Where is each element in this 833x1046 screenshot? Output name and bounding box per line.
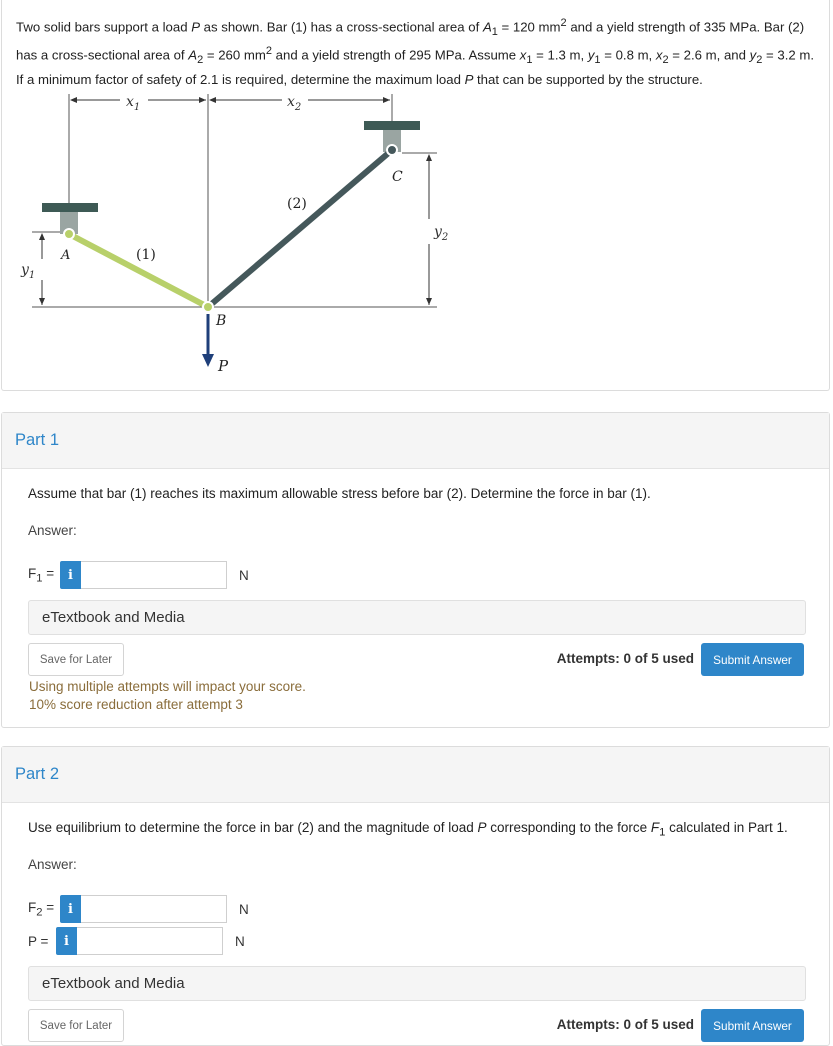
- part-2-header: [2, 747, 829, 803]
- part-2-card: [1, 746, 830, 1046]
- bar-2-label: (2): [287, 196, 307, 212]
- bar-2: [208, 150, 392, 307]
- pin-b: [203, 302, 213, 312]
- f1-unit: N: [239, 567, 249, 583]
- p-symbol: P =: [28, 933, 49, 949]
- f2-answer-row: [28, 895, 249, 923]
- f2-symbol: $F_2$ =: [28, 899, 55, 919]
- dimension-x1: [71, 94, 206, 113]
- bar-1-label: (1): [136, 247, 156, 263]
- f1-input[interactable]: [81, 561, 227, 589]
- bar-1: [69, 234, 208, 307]
- part-1-attempts: Attempts: 0 of 5 used: [556, 651, 694, 666]
- f1-answer-row: [28, 561, 249, 589]
- p-unit: N: [235, 933, 245, 949]
- part-1-attempt-warning: Using multiple attempts will impact your score. 10% score reduction after attempt 3: [29, 679, 306, 712]
- dimension-y2: [429, 155, 448, 305]
- part-1-save-for-later-button[interactable]: Save for Later: [28, 643, 124, 676]
- part-1-etextbook-media[interactable]: eTextbook and Media: [28, 600, 806, 635]
- f2-input[interactable]: [81, 895, 227, 923]
- f1-symbol: $F_1$ =: [28, 565, 55, 585]
- point-c-label: C: [392, 169, 403, 185]
- question-card: [1, 0, 830, 391]
- p-answer-row: [28, 927, 245, 955]
- y2-label: $y_2$: [434, 224, 449, 243]
- part-2-etextbook-media[interactable]: eTextbook and Media: [28, 966, 806, 1001]
- load-arrow: [202, 314, 214, 367]
- load-label: P: [218, 357, 229, 375]
- part-2-submit-button[interactable]: Submit Answer: [701, 1009, 804, 1042]
- y1-label: $y_1$: [21, 262, 36, 281]
- part-2-title: Part 2: [15, 765, 60, 783]
- question-text: Two solid bars support a load P as shown. Bar (1) has a cross-sectional area of $A_1 = 120$ $mm^2$ and a yield strength of 335 MPa. Bar (2) has a cross-sectional area of $A_2 = 260$ $mm^2$ and a yield strength of 295 MPa. Assume $x_1 = 1.3$ m, $y_1 = 0.8$ m, $x_2 = 2.6$ m, and $y_2 = 3.2$ m. If a minimum factor of safety of 2.1 is required, determine the maximum load P that can be supported by the structure.: [16, 17, 815, 88]
- pin-c: [387, 145, 397, 155]
- part-1-header: [2, 413, 829, 469]
- part-1-prompt: Assume that bar (1) reaches its maximum allowable stress before bar (2). Determine the force in bar (1).: [28, 486, 651, 501]
- p-input[interactable]: [77, 927, 223, 955]
- part-1-answer-label: Answer:: [28, 523, 77, 538]
- dimension-y1: [20, 234, 42, 305]
- f2-info-icon[interactable]: i: [60, 895, 81, 923]
- pin-a: [64, 229, 74, 239]
- structure-diagram: [2, 84, 462, 384]
- f1-info-icon[interactable]: i: [60, 561, 81, 589]
- dimension-x2: [210, 94, 390, 113]
- part-1-card: [1, 412, 830, 728]
- p-info-icon[interactable]: i: [56, 927, 77, 955]
- part-2-prompt: Use equilibrium to determine the force in bar (2) and the magnitude of load P corresponding to the force $F_1$ calculated in Part 1.: [28, 820, 788, 839]
- part-2-attempts: Attempts: 0 of 5 used: [556, 1017, 694, 1032]
- part-1-submit-button[interactable]: Submit Answer: [701, 643, 804, 676]
- f2-unit: N: [239, 901, 249, 917]
- point-a-label: A: [61, 248, 71, 263]
- part-2-answer-label: Answer:: [28, 857, 77, 872]
- x2-label: $x_2$: [287, 94, 302, 113]
- part-1-title: Part 1: [15, 431, 60, 449]
- part-2-save-for-later-button[interactable]: Save for Later: [28, 1009, 124, 1042]
- point-b-label: B: [216, 313, 227, 329]
- x1-label: $x_1$: [126, 94, 141, 113]
